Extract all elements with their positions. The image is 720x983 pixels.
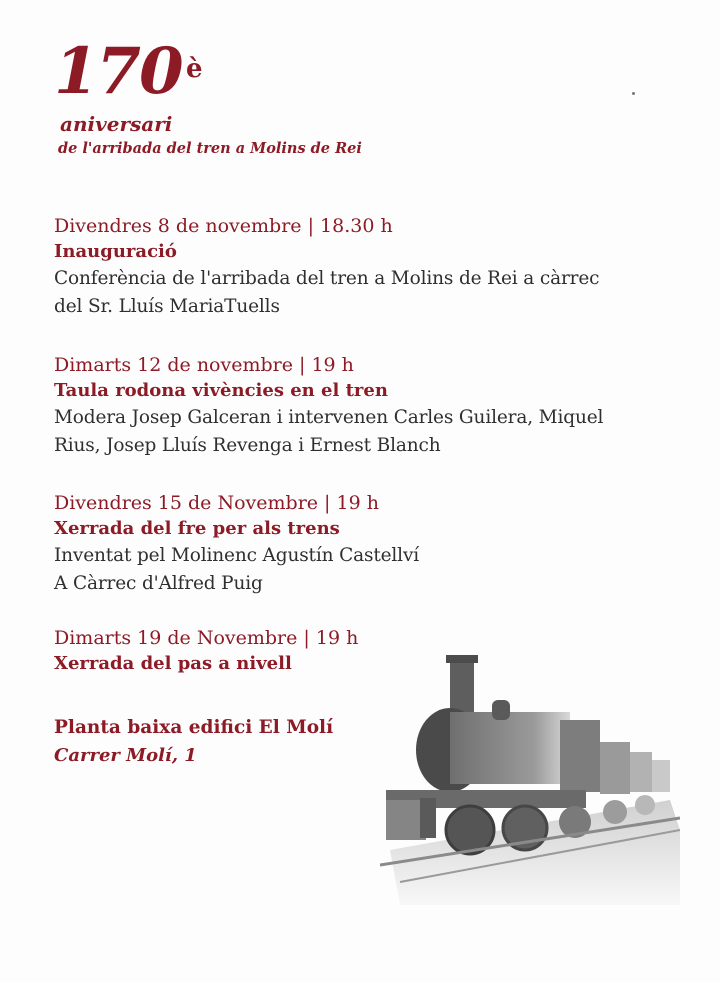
venue-block bbox=[54, 714, 333, 770]
event-description-line: Inventat pel Molinenc Agustín Castellví bbox=[54, 545, 420, 566]
event-item bbox=[54, 352, 694, 460]
event-title: Inauguració bbox=[54, 241, 177, 262]
event-description-line: Modera Josep Galceran i intervenen Carles Guilera, Miquel bbox=[54, 407, 604, 428]
print-speck bbox=[632, 92, 635, 95]
event-date: Dimarts 19 de Novembre | 19 h bbox=[54, 627, 359, 649]
event-title: Xerrada del fre per als trens bbox=[54, 518, 340, 539]
anniversary-suffix: è bbox=[186, 54, 203, 84]
event-description-line: A Càrrec d'Alfred Puig bbox=[54, 573, 263, 594]
event-title: Taula rodona vivències en el tren bbox=[54, 380, 388, 401]
flyer-header bbox=[54, 36, 474, 166]
venue-name: Planta baixa edifici El Molí bbox=[54, 717, 334, 738]
event-date: Dimarts 12 de novembre | 19 h bbox=[54, 354, 354, 376]
venue-address: Carrer Molí, 1 bbox=[54, 745, 197, 766]
flyer-subtitle: de l'arribada del tren a Molins de Rei bbox=[58, 140, 362, 157]
event-date: Divendres 8 de novembre | 18.30 h bbox=[54, 215, 393, 237]
steam-locomotive-photo bbox=[380, 650, 680, 905]
event-date: Divendres 15 de Novembre | 19 h bbox=[54, 492, 379, 514]
event-description-line: Rius, Josep Lluís Revenga i Ernest Blanch bbox=[54, 435, 441, 456]
event-description-line: del Sr. Lluís MariaTuells bbox=[54, 296, 280, 317]
event-item bbox=[54, 213, 694, 321]
anniversary-number: 170 bbox=[54, 34, 182, 109]
anniversary-label: aniversari bbox=[60, 112, 173, 136]
event-item bbox=[54, 490, 694, 598]
event-title: Xerrada del pas a nivell bbox=[54, 653, 292, 674]
event-description-line: Conferència de l'arribada del tren a Molins de Rei a càrrec bbox=[54, 268, 600, 289]
